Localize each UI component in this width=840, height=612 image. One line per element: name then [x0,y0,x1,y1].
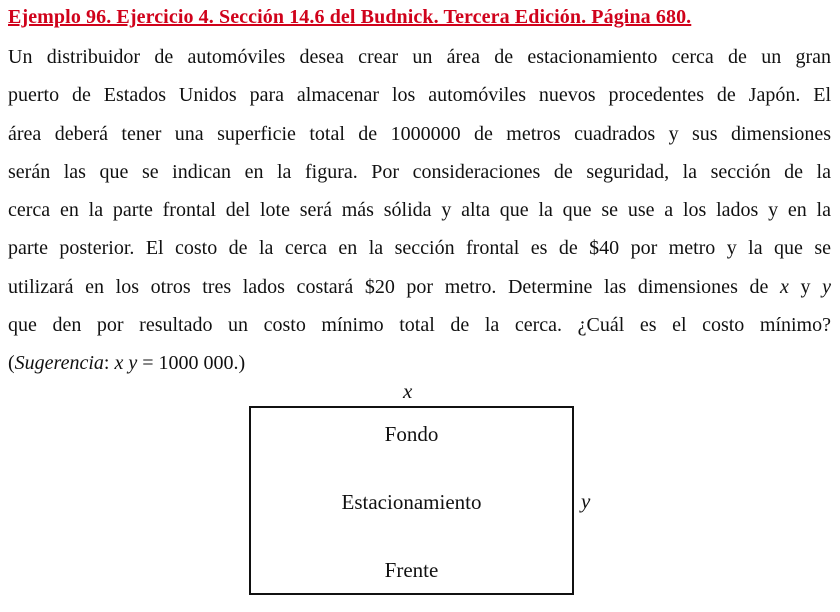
hint-variable-x: x [114,352,124,375]
hint-colon: : [103,352,115,375]
problem-line-7-text: utilizará en los otros tres lados costará $20 por metro. Determine las dimensiones de [8,275,780,298]
figure-x-label: x [403,379,413,403]
label-frente: Frente [384,558,439,582]
hint-equation: = 1000 000.) [137,352,246,375]
problem-line-3: área deberá tener una superficie total de 1000000 de metros cuadrados y sus dimensiones [8,122,831,145]
problem-line-7 [8,268,831,306]
hint-variable-y: y [128,352,138,375]
problem-line-4: serán las que se indican en la figura. Por consideraciones de seguridad, la sección de la [8,160,831,183]
hint-open: ( [8,352,15,375]
problem-line-5: cerca en la parte frontal del lote será más sólida y alta que la que se use a los lados y en la [8,199,831,222]
variable-y: y [822,275,831,298]
label-estacionamiento: Estacionamiento [341,490,482,514]
hint-line [8,344,831,382]
problem-line-2: puerto de Estados Unidos para almacenar los automóviles nuevos procedentes de Japón. El [8,84,831,107]
document-title: Ejemplo 96. Ejercicio 4. Sección 14.6 del Budnick. Tercera Edición. Página 680. [8,6,692,28]
parking-lot-diagram [249,406,574,595]
problem-line-1: Un distribuidor de automóviles desea crear un área de estacionamiento cerca de un gran [8,46,831,68]
label-fondo: Fondo [384,422,439,446]
problem-line-6: parte posterior. El costo de la cerca en la sección frontal es de $40 por metro y la que se [8,237,831,260]
variable-x: x [779,275,789,298]
hint-word: Sugerencia [14,352,104,375]
problem-line-8: que den por resultado un costo mínimo total de la cerca. ¿Cuál es el costo mínimo? [8,314,831,337]
problem-statement [8,38,831,383]
figure-y-label: y [581,489,591,513]
conjunction-y: y [788,275,823,298]
